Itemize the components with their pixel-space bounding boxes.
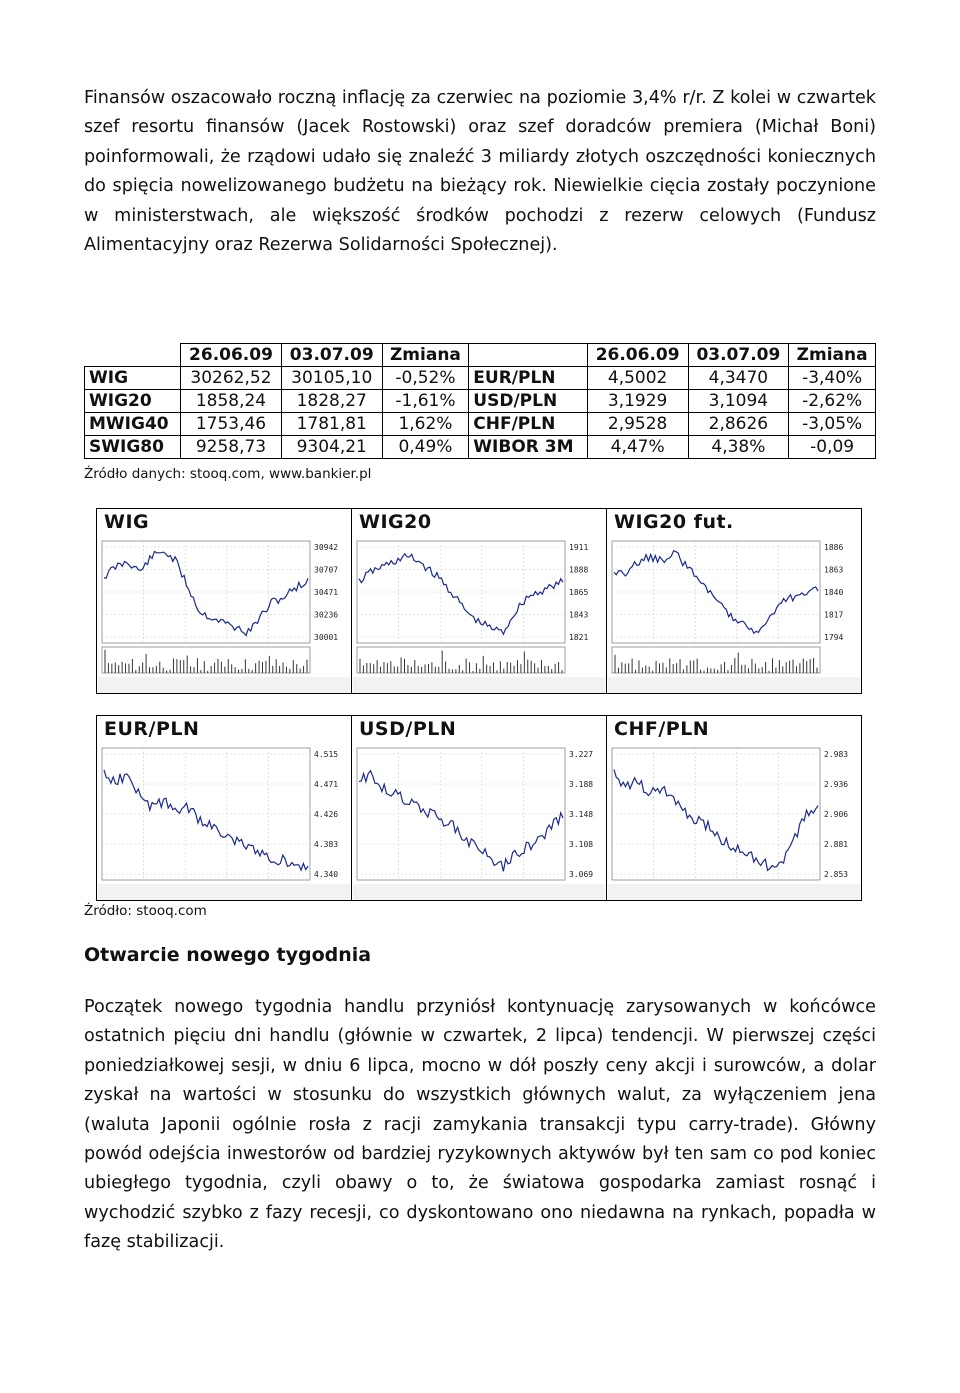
y-tick-label: 3.148 xyxy=(569,810,594,819)
table-cell: 1858,24 xyxy=(181,390,282,413)
header-cell xyxy=(85,344,181,367)
chfpln-chart xyxy=(608,742,860,900)
header-cell: 26.06.09 xyxy=(587,344,688,367)
header-cell: 03.07.09 xyxy=(281,344,382,367)
table-row xyxy=(85,367,876,390)
y-tick-label: 1863 xyxy=(824,565,844,575)
y-tick-label: 30942 xyxy=(314,543,339,552)
y-tick-label: 4.340 xyxy=(314,870,339,879)
table-cell: -0,09 xyxy=(789,436,876,459)
table-header-row xyxy=(85,344,876,367)
y-tick-label: 2.906 xyxy=(824,810,849,819)
y-tick-label: 1840 xyxy=(824,588,844,597)
header-cell: 03.07.09 xyxy=(688,344,789,367)
table-cell: 1,62% xyxy=(382,413,469,436)
table-cell: 4,5002 xyxy=(587,367,688,390)
section-heading: Otwarcie nowego tygodnia xyxy=(84,944,372,966)
header-cell: 26.06.09 xyxy=(181,344,282,367)
chart-panel xyxy=(97,716,352,901)
chart-panel xyxy=(352,716,607,901)
table-cell: 30105,10 xyxy=(281,367,382,390)
intro-paragraph: Finansów oszacowało roczną inflację za czerwiec na poziomie 3,4% r/r. Z kolei w czwartek szef resortu finansów (Jacek Rostowski) oraz szef doradców premiera (Michał Boni) poinformowali, że rządowi udało się znaleźć 3 miliardy złotych oszczędności koniecznych do spięcia nowelizowanego budżetu na bieżący rok. Niewielkie cięcia zostały poczynione w ministerstwach, ale większość środków pochodzi z rezerw celowych (Fundusz Alimentacyjny oraz Rezerwa Solidarności Społecznej). xyxy=(84,88,876,256)
chart-panel xyxy=(97,509,352,694)
market-rates-table xyxy=(84,343,876,459)
y-tick-label: 1794 xyxy=(824,633,844,642)
table-cell: -3,40% xyxy=(789,367,876,390)
table-cell: WIG xyxy=(85,367,181,390)
table-cell: MWIG40 xyxy=(85,413,181,436)
y-tick-label: 4.471 xyxy=(314,780,339,789)
chart-background xyxy=(98,742,350,900)
y-tick-label: 4.383 xyxy=(314,840,339,849)
table-row xyxy=(85,390,876,413)
chart-grid-currencies xyxy=(96,715,862,901)
y-tick-label: 1865 xyxy=(569,588,589,597)
table-source-note: Źródło danych: stooq.com, www.bankier.pl xyxy=(84,466,372,482)
table-cell: 0,49% xyxy=(382,436,469,459)
table-cell: -2,62% xyxy=(789,390,876,413)
chart-title: USD/PLN xyxy=(359,718,457,740)
wig-chart xyxy=(98,535,350,693)
y-tick-label: 3.227 xyxy=(569,750,594,759)
y-tick-label: 1911 xyxy=(569,543,589,552)
table-cell: 1781,81 xyxy=(281,413,382,436)
chart-title: EUR/PLN xyxy=(104,718,200,740)
wig20-fut-chart xyxy=(608,535,860,693)
chart-footer xyxy=(98,677,350,693)
y-tick-label: 4.426 xyxy=(314,810,339,819)
chart-panel xyxy=(352,509,607,694)
y-tick-label: 1843 xyxy=(569,610,589,620)
chart-footer xyxy=(608,677,860,693)
chart-title: WIG20 fut. xyxy=(614,511,734,533)
y-tick-label: 2.853 xyxy=(824,870,849,879)
y-tick-label: 30707 xyxy=(314,565,339,575)
y-tick-label: 30471 xyxy=(314,588,339,597)
table-cell: SWIG80 xyxy=(85,436,181,459)
y-tick-label: 2.881 xyxy=(824,840,849,849)
y-tick-label: 2.983 xyxy=(824,750,849,759)
y-tick-label: 1888 xyxy=(569,565,589,575)
table-cell: 4,47% xyxy=(587,436,688,459)
header-cell: Zmiana xyxy=(382,344,469,367)
table-row xyxy=(85,436,876,459)
eurpln-chart xyxy=(98,742,350,900)
y-tick-label: 30001 xyxy=(314,633,339,642)
table-cell: -0,52% xyxy=(382,367,469,390)
chart-grid-indices xyxy=(96,508,862,694)
usdpln-chart xyxy=(353,742,605,900)
chart-panel xyxy=(607,509,862,694)
chart-background xyxy=(353,742,605,900)
table-cell: 3,1929 xyxy=(587,390,688,413)
chart-title: CHF/PLN xyxy=(614,718,710,740)
table-cell: 9258,73 xyxy=(181,436,282,459)
table-cell: USD/PLN xyxy=(469,390,587,413)
table-cell: WIBOR 3M xyxy=(469,436,587,459)
wig20-chart xyxy=(353,535,605,693)
table-cell: 4,3470 xyxy=(688,367,789,390)
table-cell: 2,9528 xyxy=(587,413,688,436)
table-cell: 3,1094 xyxy=(688,390,789,413)
table-cell: 2,8626 xyxy=(688,413,789,436)
table-cell: 9304,21 xyxy=(281,436,382,459)
chart-footer xyxy=(353,884,605,900)
header-cell xyxy=(469,344,587,367)
table-cell: 1753,46 xyxy=(181,413,282,436)
table-cell: 30262,52 xyxy=(181,367,282,390)
table-cell: 1828,27 xyxy=(281,390,382,413)
chart-footer xyxy=(353,677,605,693)
chart-footer xyxy=(98,884,350,900)
table-cell: CHF/PLN xyxy=(469,413,587,436)
y-tick-label: 1821 xyxy=(569,633,589,642)
y-tick-label: 1817 xyxy=(824,610,844,620)
y-tick-label: 1886 xyxy=(824,543,844,552)
chart-background xyxy=(98,535,350,693)
table-cell: 4,38% xyxy=(688,436,789,459)
y-tick-label: 30236 xyxy=(314,610,339,620)
table-cell: EUR/PLN xyxy=(469,367,587,390)
y-tick-label: 2.936 xyxy=(824,780,849,789)
table-cell: -1,61% xyxy=(382,390,469,413)
chart-title: WIG xyxy=(104,511,150,533)
chart-source-note: Źródło: stooq.com xyxy=(84,903,207,919)
header-cell: Zmiana xyxy=(789,344,876,367)
chart-background xyxy=(608,742,860,900)
table-cell: -3,05% xyxy=(789,413,876,436)
y-tick-label: 3.069 xyxy=(569,870,594,879)
chart-footer xyxy=(608,884,860,900)
table-cell: WIG20 xyxy=(85,390,181,413)
y-tick-label: 3.108 xyxy=(569,840,594,849)
body-paragraph: Początek nowego tygodnia handlu przyniósł kontynuację zarysowanych w końcówce ostatnich pięciu dni handlu (głównie w czwartek, 2 lipca) tendencji. W pierwszej części poniedziałkowej sesji, w dniu 6 lipca, mocno w dół poszły ceny akcji i surowców, a dolar zyskał na wartości w stosunku do wszystkich głównych walut, za wyłączeniem jena (waluta Japonii ogólnie rosła z racji zamykania transakcji typu carry-trade). Główny powód odejścia inwestorów od bardziej ryzykownych aktywów był ten sam co pod koniec ubiegłego tygodnia, czyli obawy o to, że światowa gospodarka zamiast rosnąć i wychodzić szybko z fazy recesji, co dyskontowano ono niedawna na rynkach, popadła w fazę stabilizacji. xyxy=(84,997,876,1253)
chart-panel xyxy=(607,716,862,901)
y-tick-label: 4.515 xyxy=(314,750,339,759)
y-tick-label: 3.188 xyxy=(569,780,594,789)
table-row xyxy=(85,413,876,436)
chart-title: WIG20 xyxy=(359,511,432,533)
